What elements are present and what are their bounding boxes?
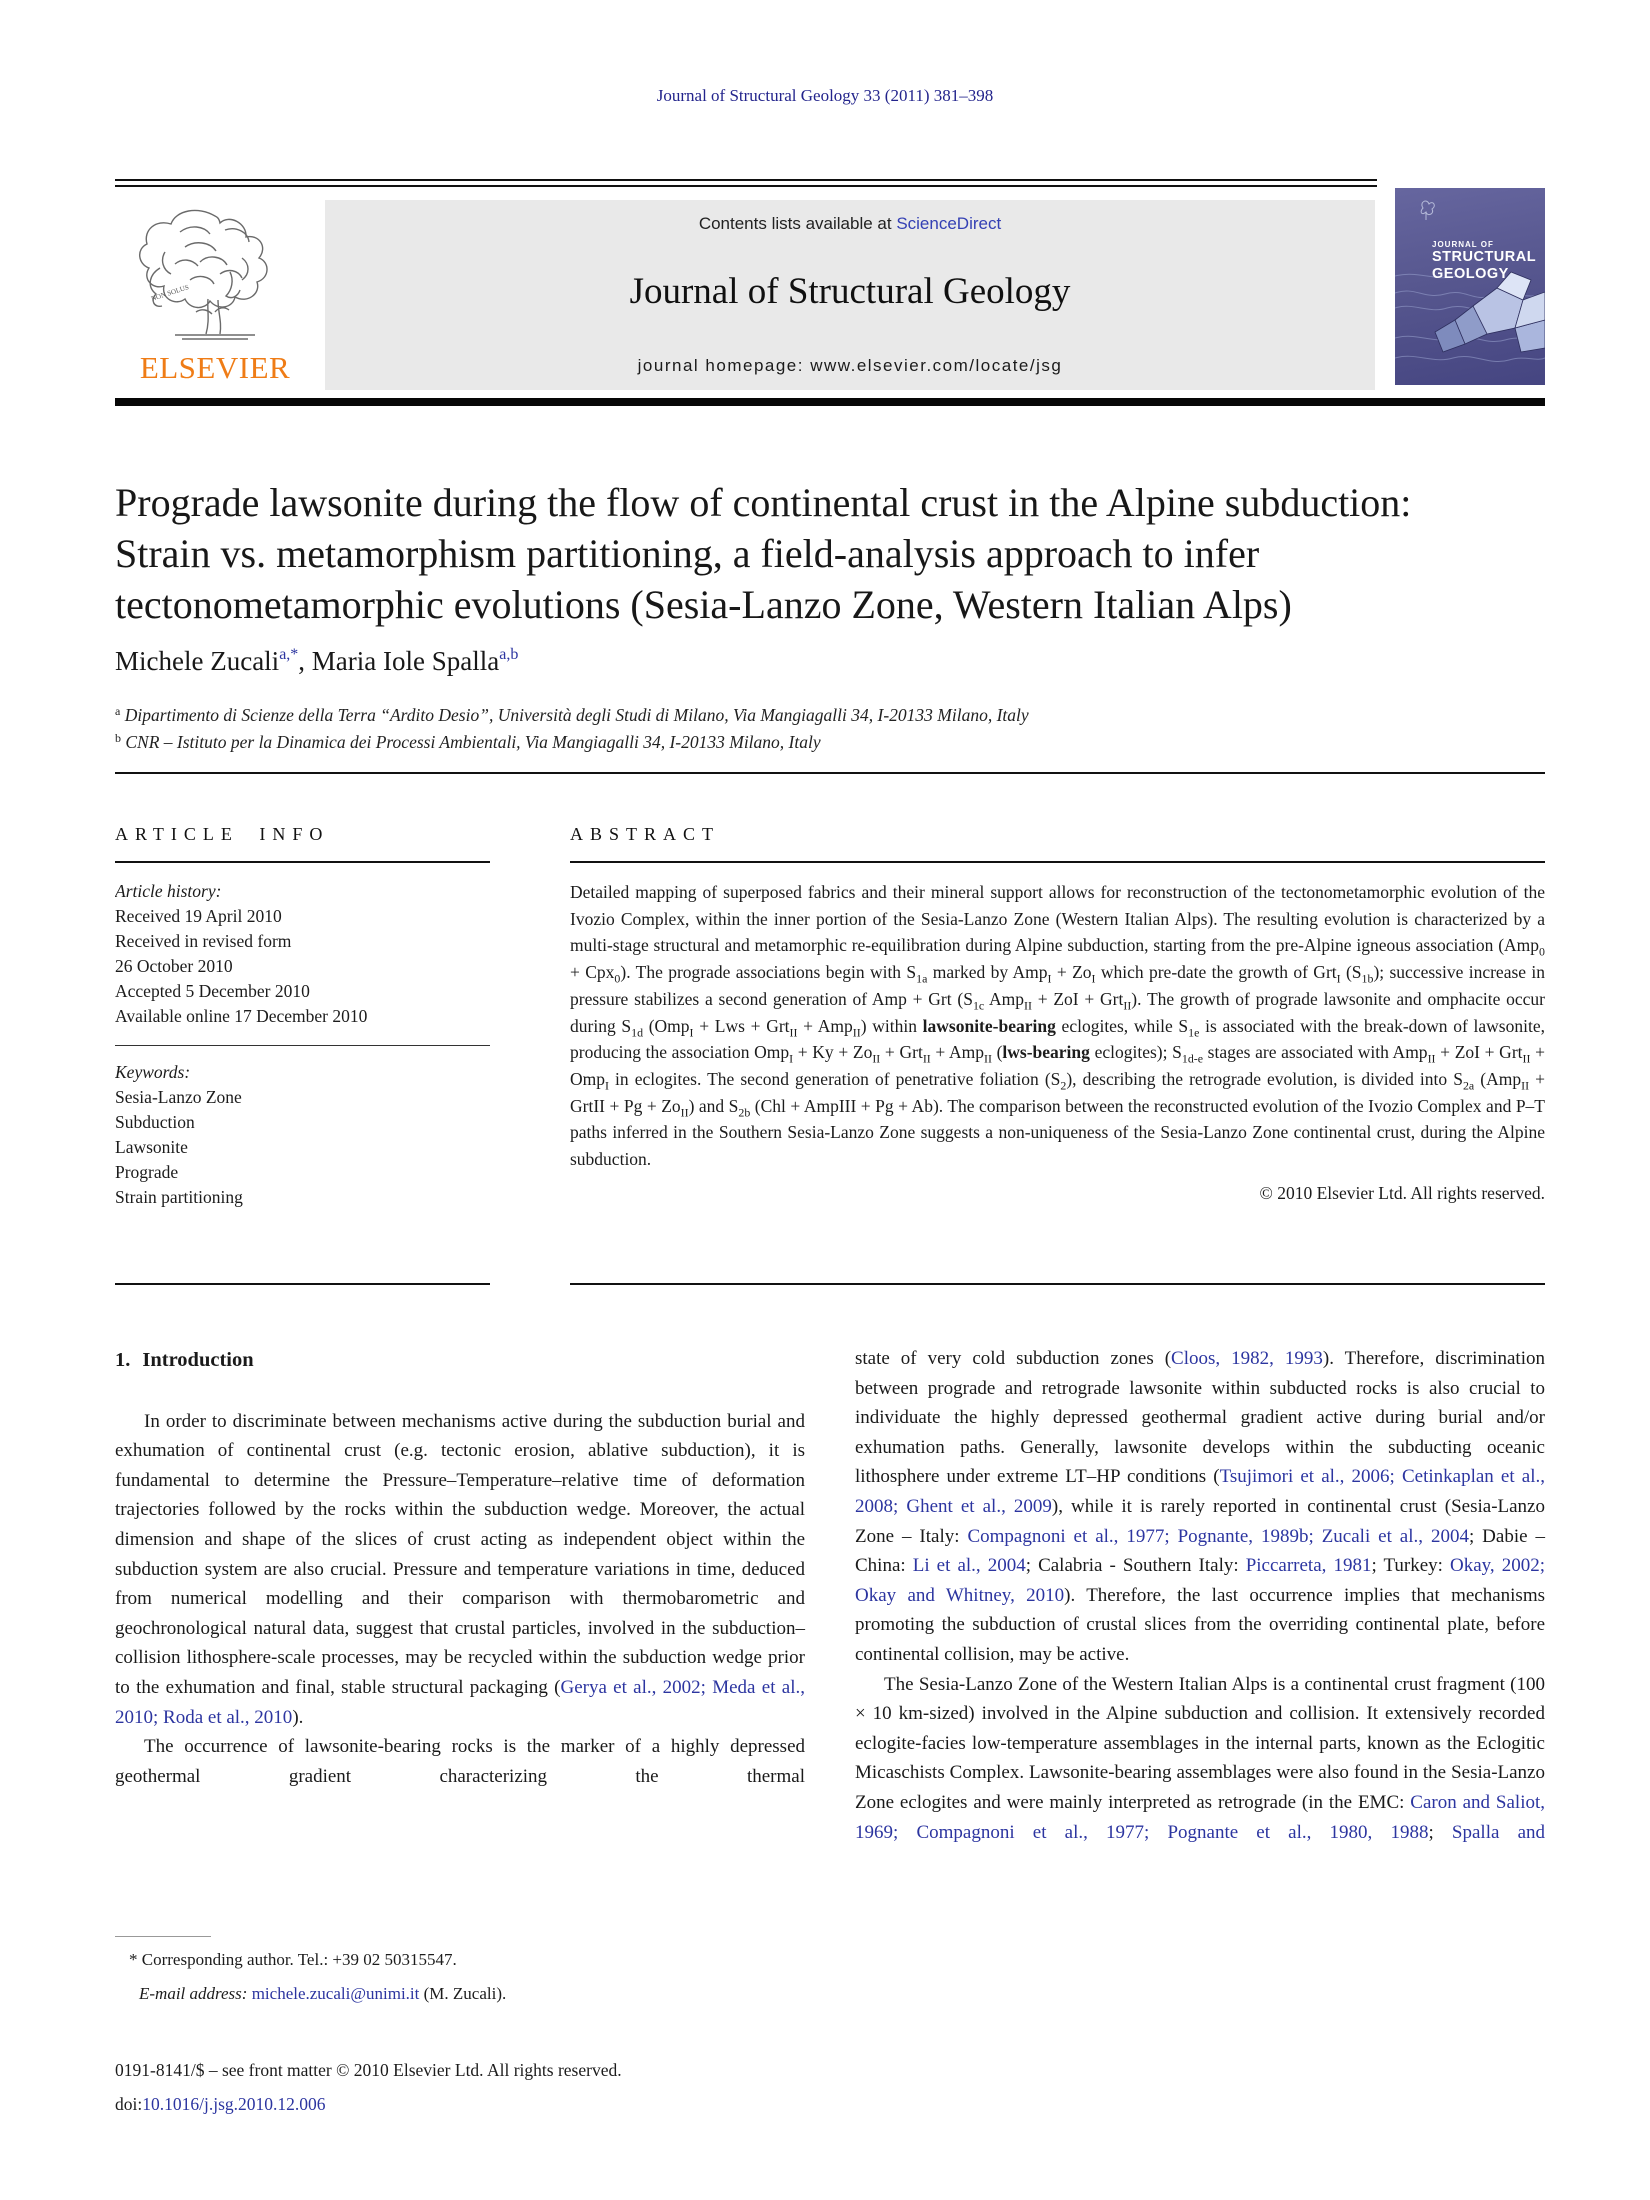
- cover-title: [1432, 240, 1536, 283]
- keywords-label: Keywords:: [115, 1062, 191, 1082]
- body-paragraph: The occurrence of lawsonite-bearing rocks is the marker of a highly depressed geothermal gradient characterizing the thermal: [115, 1736, 805, 1787]
- citation-link[interactable]: Piccarreta, 1981: [1245, 1555, 1372, 1577]
- footnote-line1: [115, 1943, 805, 1977]
- citation-link[interactable]: Tsujimori et al., 2006; Cetinkaplan et al., 2008; Ghent et al., 2009: [855, 1466, 1545, 1517]
- article-title-line1: Prograde lawsonite during the flow of continental crust in the Alpine subduction:: [115, 480, 1412, 525]
- citation-link[interactable]: Li et al., 2004: [912, 1555, 1026, 1577]
- masthead-banner: [325, 200, 1375, 390]
- journal-cover-thumbnail[interactable]: [1395, 188, 1545, 385]
- cover-title-line2: STRUCTURAL: [1432, 249, 1537, 266]
- doi-label: doi:: [115, 2094, 143, 2114]
- top-double-rule: [115, 179, 1377, 187]
- doi-line: [115, 2087, 622, 2121]
- citation-link[interactable]: Gerya et al., 2002; Meda et al., 2010; Roda et al., 2010: [115, 1676, 805, 1728]
- doi-link[interactable]: 10.1016/j.jsg.2010.12.006: [142, 2094, 326, 2114]
- affiliation-text: CNR – Istituto per la Dinamica dei Processi Ambientali, Via Mangiagalli 34, I-20133 Milano, Italy: [125, 732, 821, 752]
- author-name: Michele Zucali: [115, 646, 280, 676]
- article-title-line3: tectonometamorphic evolutions (Sesia-Lanzo Zone, Western Italian Alps): [115, 582, 1292, 627]
- citation-link[interactable]: Compagnoni et al., 1977; Pognante, 1989b; Zucali et al., 2004: [967, 1525, 1469, 1547]
- abstract-text: Detailed mapping of superposed fabrics and their mineral support allows for reconstruction of the tectonometamorphic evolution of the Ivozio Complex, within the inner portion of the Sesia-Lanzo Zone (Western Italian Alps). The resulting evolution is characterized by a multi-stage structural and metamorphic re-equilibration during Alpine subduction, starting from the pre-Alpine igneous association (Amp$_0$ + Cpx$_0$). The prograde associations begin with $S_{1a}$ marked by $Amp_I + Zo_I$ which pre-date the growth of Grt$_I$ $(S_{1b})$; successive increase in pressure stabilizes a second generation of Amp + Grt ($S_{1c}$ Amp$_{II}$ + ZoI + Grt$_{II}$). The growth of prograde lawsonite and omphacite occur during $S_{1d}$ (Omp$_I$ + Lws + Grt$_{II}$ + Amp$_{II}$) within lawsonite-bearing eclogites, while $S_{1e}$ is associated with the break-down of lawsonite, producing the association $Omp_I + Ky + Zo_{II} + Grt_{II} + Amp_{II}$ (lws-bearing eclogites); $S_{1d-e}$ stages are associated with Amp$_{II}$ + ZoI + Grt$_{II}$ + Omp$_I$ in eclogites. The second generation of penetrative foliation $(S_2)$, describing the retrograde evolution, is divided into $S_{2a}$ (Amp$_{II}$ + GrtII + $Pg + Zo_{II}$) and $S_{2b}$ (Chl + AmpIII + Pg + Ab). The comparison between the reconstructed evolution of the Ivozio Complex and P–T paths inferred in the Southern Sesia-Lanzo Zone suggests a non-uniqueness of the Sesia-Lanzo Zone continental crust, during the Alpine subduction.: [570, 882, 1545, 1170]
- keyword: Prograde: [115, 1162, 179, 1182]
- email-link[interactable]: michele.zucali@unimi.it: [251, 1984, 420, 2003]
- section-number: 1.: [115, 1349, 131, 1371]
- contents-prefix: Contents lists available at: [698, 214, 897, 233]
- abstract-copyright: © 2010 Elsevier Ltd. All rights reserved.: [1259, 1182, 1545, 1203]
- article-info-column: [115, 806, 490, 1285]
- affiliation-sup: a: [115, 704, 121, 718]
- abstract-heading: ABSTRACT: [570, 824, 721, 844]
- article-history: [115, 879, 490, 1029]
- affiliation-b: [115, 730, 1029, 757]
- footnote-rule: [115, 1936, 211, 1937]
- masthead-bottom-rule: [115, 398, 1545, 406]
- body-right-column: [855, 1344, 1545, 1847]
- journal-citation: Journal of Structural Geology 33 (2011) 381–398: [656, 86, 994, 105]
- keyword: Strain partitioning: [115, 1187, 243, 1207]
- sciencedirect-link[interactable]: ScienceDirect: [896, 214, 1002, 233]
- history-line: Received 19 April 2010: [115, 906, 282, 926]
- cover-title-line1: JOURNAL OF: [1432, 240, 1494, 249]
- footnote-star: *: [129, 1950, 138, 1969]
- cover-art: [1395, 188, 1545, 385]
- affiliations: [115, 703, 1029, 757]
- citation-link[interactable]: Cloos, 1982, 1993: [1171, 1348, 1323, 1369]
- citation-link[interactable]: Spalla and: [1451, 1821, 1546, 1843]
- affiliation-a: [115, 703, 1029, 730]
- masthead: [115, 200, 1545, 390]
- title-block-rule: [115, 772, 1545, 774]
- elsevier-logo[interactable]: [115, 200, 325, 390]
- masthead-journal-title: Journal of Structural Geology: [629, 271, 1071, 312]
- imprint-footer: [115, 2053, 622, 2121]
- author-affil-mark[interactable]: a,*: [279, 646, 299, 663]
- history-line: Available online 17 December 2010: [115, 1006, 368, 1026]
- section-title: Introduction: [142, 1349, 254, 1371]
- email-rest: (M. Zucali).: [419, 1984, 507, 2003]
- keyword: Subduction: [115, 1112, 195, 1132]
- article-title-line2: Strain vs. metamorphism partitioning, a field-analysis approach to infer: [115, 531, 1260, 576]
- article-title: [115, 477, 1555, 630]
- footnote-text: Corresponding author. Tel.: +39 02 50315547.: [141, 1950, 457, 1969]
- elsevier-wordmark: ELSEVIER: [139, 350, 291, 385]
- history-label: Article history:: [115, 881, 222, 901]
- citation-link[interactable]: Okay, 2002; Okay and Whitney, 2010: [855, 1555, 1546, 1606]
- section-heading-introduction: [115, 1346, 805, 1376]
- history-line: 26 October 2010: [115, 956, 233, 976]
- history-line: Received in revised form: [115, 931, 292, 951]
- body-paragraph: The Sesia-Lanzo Zone of the Western Italian Alps is a continental crust fragment (100 × 10 km-sized) involved in the Alpine subduction and collision. It extensively recorded eclogite-facies low-temperature assemblages in the internal parts, known as the Eclogitic Micaschists Complex. Lawsonite-bearing assemblages were also found in the Sesia-Lanzo Zone eclogites and were mainly interpreted as retrograde (in the EMC: Caron and Saliot, 1969; Compagnoni et al., 1977; Pognante et al., 1980, 1988; Spalla and: [855, 1673, 1546, 1843]
- email-label: E-mail address:: [139, 1984, 248, 2003]
- body-paragraph: state of very cold subduction zones (Cloos, 1982, 1993). Therefore, discrimination between prograde and retrograde lawsonite within subducted rocks is also crucial to individuate the highly depressed geothermal gradient active during burial and/or exhumation paths. Generally, lawsonite develops within the subducting oceanic lithosphere under extreme LT–HP conditions (Tsujimori et al., 2006; Cetinkaplan et al., 2008; Ghent et al., 2009), while it is rarely reported in continental crust (Sesia-Lanzo Zone – Italy: Compagnoni et al., 1977; Pognante, 1989b; Zucali et al., 2004; Dabie – China: Li et al., 2004; Calabria - Southern Italy: Piccarreta, 1981; Turkey: Okay, 2002; Okay and Whitney, 2010). Therefore, the last occurrence implies that mechanisms promoting the subduction of crustal slices from the overriding continental plate, before continental collision, may be active.: [855, 1348, 1546, 1665]
- abstract-rule: [570, 861, 1545, 863]
- cover-title-line3: GEOLOGY: [1432, 265, 1509, 282]
- body-left-column: [115, 1344, 805, 1847]
- author-name: Maria Iole Spalla: [311, 646, 500, 676]
- article-info-heading: ARTICLE INFO: [115, 824, 330, 844]
- keywords-separator: [115, 1045, 490, 1046]
- keyword: Lawsonite: [115, 1137, 188, 1157]
- logo-motto: NON SOLUS: [150, 283, 190, 303]
- affiliation-sup: b: [115, 731, 121, 745]
- elsevier-tree-icon: [130, 202, 300, 342]
- issn-line: 0191-8141/$ – see front matter © 2010 Elsevier Ltd. All rights reserved.: [115, 2060, 622, 2080]
- keyword: Sesia-Lanzo Zone: [115, 1087, 242, 1107]
- history-line: Accepted 5 December 2010: [115, 981, 310, 1001]
- affiliation-text: Dipartimento di Scienze della Terra “Ardito Desio”, Università degli Studi di Milano, Via Mangiagalli 34, I-20133 Milano, Italy: [124, 705, 1029, 725]
- keywords-block: [115, 1060, 490, 1210]
- author-affil-mark[interactable]: a,b: [499, 646, 519, 663]
- corresponding-author-footnote: [115, 1936, 805, 2011]
- author-line: [115, 646, 518, 677]
- abstract-column: [570, 806, 1545, 1285]
- body-paragraph: In order to discriminate between mechanisms active during the subduction burial and exhumation of continental crust (e.g. tectonic erosion, ablative subduction), it is fundamental to determine the Pressure–Temperature–relative time of deformation trajectories followed by the rocks within the subduction wedge. Moreover, the actual dimension and shape of the slices of crust acting as independent object within the subduction system are also crucial. Pressure and temperature variations in time, deduced from numerical modelling and their comparison with thermobarometric and geochronological natural data, suggest that crustal particles, involved in the subduction–collision lithosphere-scale processes, may be recycled within the subduction wedge prior to the exhumation and final, stable structural packaging (Gerya et al., 2002; Meda et al., 2010; Roda et al., 2010).: [115, 1410, 805, 1728]
- contents-line: [325, 214, 1375, 234]
- article-info-rule: [115, 861, 490, 863]
- footnote-line2: [115, 1977, 805, 2011]
- info-abstract-section: [115, 806, 1545, 1285]
- citation-link[interactable]: Caron and Saliot, 1969; Compagnoni et al., 1977; Pognante et al., 1980, 1988: [855, 1791, 1546, 1843]
- author-separator: ,: [298, 646, 312, 676]
- journal-homepage-link[interactable]: journal homepage: www.elsevier.com/locate/jsg: [637, 356, 1063, 375]
- body-columns: [115, 1344, 1545, 1847]
